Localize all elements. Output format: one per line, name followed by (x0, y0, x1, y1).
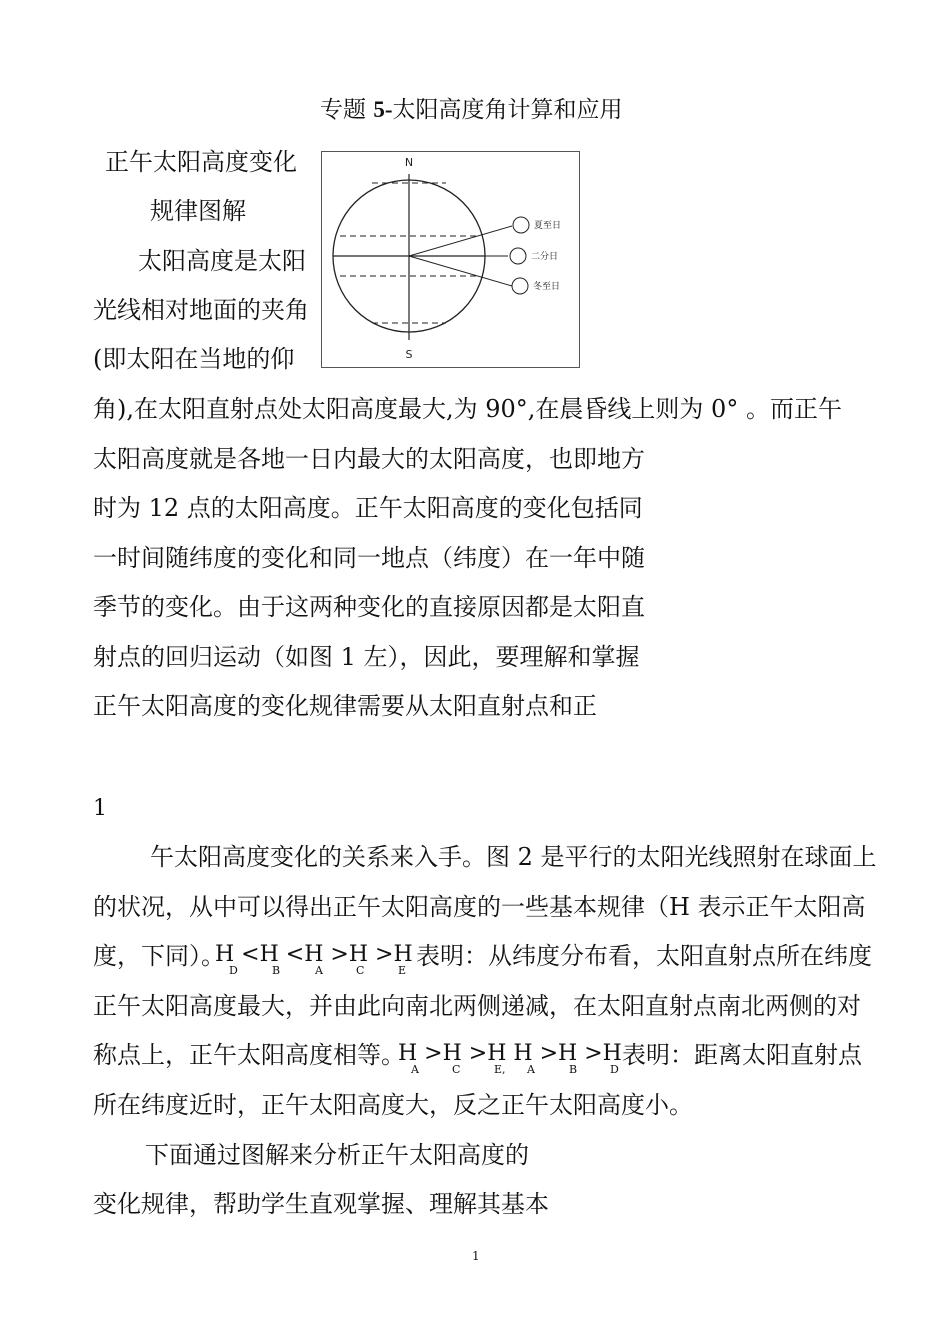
para3-line-2: 变化规律，帮助学生直观掌握、理解其基本 (93, 1190, 549, 1218)
para2-line-3-start: 度，下同）。 (93, 942, 225, 970)
summer-solstice-label: 夏至日 (534, 221, 562, 231)
para1-line-6: 射点的回归运动（如图 1 左），因此，要理解和掌握 (93, 643, 640, 671)
equinox-label: 二分日 (531, 252, 559, 262)
earth-diagram (322, 152, 579, 367)
formula-2-sub-4: A (527, 1063, 535, 1076)
solstice-winter-ray (409, 256, 512, 286)
formula-1-sub-1: D (229, 964, 238, 977)
left-text-line-3: 太阳高度是太阳 (138, 247, 306, 275)
formula-1-sub-2: B (272, 964, 281, 977)
para2-line-2: 的状况，从中可以得出正午太阳高度的一些基本规律（H 表示正午太阳高 (93, 893, 866, 921)
footnote-number: 1 (93, 796, 107, 821)
left-text-line-2: 规律图解 (150, 197, 246, 225)
formula-2-sub-3: E, (494, 1063, 506, 1076)
para2-line-5-start: 称点上，正午太阳高度相等。 (93, 1041, 405, 1069)
formula-2-sub-1: A (411, 1063, 419, 1076)
para1-line-7: 正午太阳高度的变化规律需要从太阳直射点和正 (93, 692, 597, 720)
formula-1-sub-3: A (315, 964, 323, 977)
formula-1-sub-5: E (398, 964, 407, 977)
formula-2-sub-5: B (569, 1063, 578, 1076)
left-text-line-1: 正午太阳高度变化 (105, 148, 297, 176)
left-text-line-4: 光线相对地面的夹角 (93, 296, 309, 324)
formula-1-sub-4: C (356, 964, 365, 977)
para1-line-5: 季节的变化。由于这两种变化的直接原因都是太阳直 (93, 593, 645, 621)
para3-line-1: 下面通过图解来分析正午太阳高度的 (145, 1141, 529, 1169)
sun-equinox-icon (510, 248, 526, 264)
winter-solstice-label: 冬至日 (533, 282, 561, 292)
north-label: N (404, 156, 414, 169)
formula-1: H <H <H >H >H (215, 942, 413, 967)
page-title: 专题 5-太阳高度角计算和应用 (320, 97, 623, 123)
para1-line-1: 角),在太阳直射点处太阳高度最大,为 90°,在晨昏线上则为 0° 。而正午 (93, 395, 842, 423)
sun-winter-icon (512, 278, 528, 294)
south-label: S (405, 348, 413, 361)
para2-line-5-end: 表明：距离太阳直射点 (622, 1041, 862, 1069)
sun-altitude-figure (321, 151, 580, 368)
para1-line-2: 太阳高度就是各地一日内最大的太阳高度，也即地方 (93, 445, 645, 473)
formula-2-sub-6: D (610, 1063, 619, 1076)
left-text-line-5: (即太阳在当地的仰 (93, 345, 295, 373)
formula-2: H >H >H H >H >H (398, 1041, 622, 1066)
formula-2-sub-2: C (452, 1063, 461, 1076)
solstice-summer-ray (409, 226, 512, 256)
sun-summer-icon (513, 217, 529, 233)
para1-line-4: 一时间随纬度的变化和同一地点（纬度）在一年中随 (93, 544, 645, 572)
para2-line-1: 午太阳高度变化的关系来入手。图 2 是平行的太阳光线照射在球面上 (150, 843, 877, 871)
para2-line-4: 正午太阳高度最大，并由此向南北两侧递减，在太阳直射点南北两侧的对 (93, 992, 861, 1020)
para2-line-6: 所在纬度近时，正午太阳高度大，反之正午太阳高度小。 (93, 1091, 693, 1119)
para1-line-3: 时为 12 点的太阳高度。正午太阳高度的变化包括同 (93, 494, 643, 522)
para2-line-3-end: 表明：从纬度分布看，太阳直射点所在纬度 (416, 942, 872, 970)
page-number: 1 (472, 1249, 480, 1263)
